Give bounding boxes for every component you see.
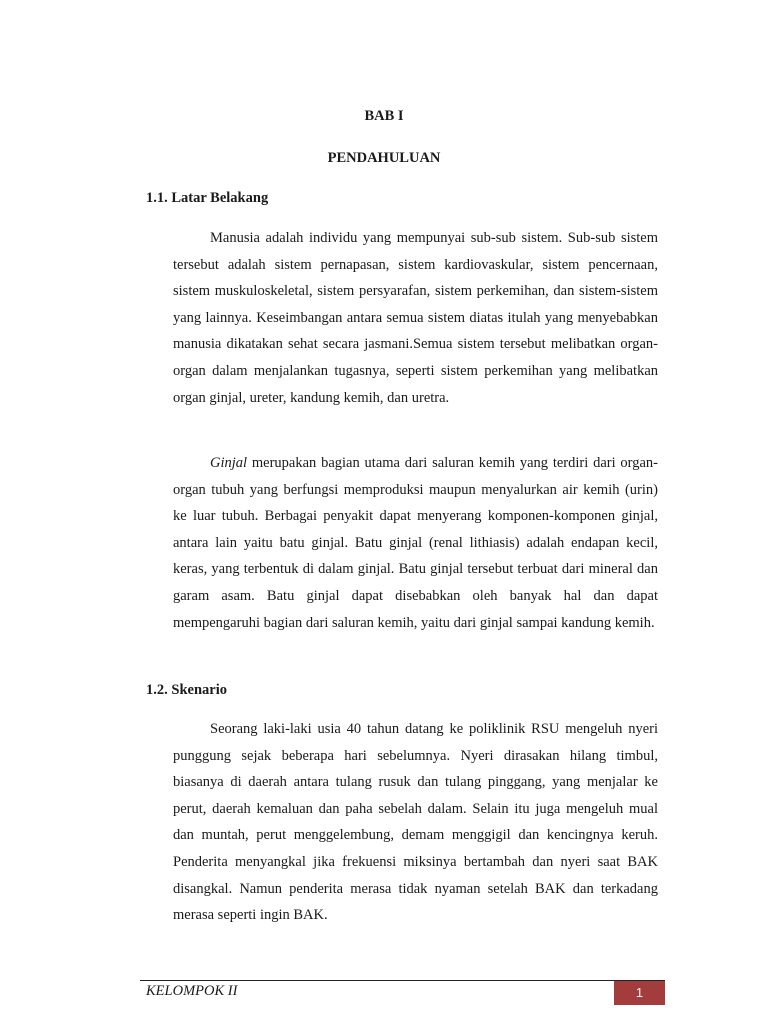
footer-divider: [140, 980, 665, 981]
paragraph-lead-ginjal-italic: Ginjal: [210, 455, 248, 471]
paragraph-text: Seorang laki-laki usia 40 tahun datang ke poliklinik RSU mengeluh nyeri punggung sejak beberapa hari sebelumnya. Nyeri dirasakan hilang timbul, biasanya di daerah antara tulang rusuk dan tulang pinggang, yang menjalar ke perut, daerah kemaluan dan paha sebelah dalam. Selain itu juga mengeluh mual dan muntah, perut menggelembung, demam menggigil dan kencingnya keruh. Penderita menyangkal jika frekuensi miksinya bertambah dan nyeri saat BAK disangkal. Namun penderita merasa tidak nyaman setelah BAK dan terkadang merasa seperti ingin BAK.: [173, 721, 658, 924]
chapter-title: PENDAHULUAN: [327, 150, 441, 166]
paragraph-ginjal: [173, 450, 658, 636]
chapter-number: BAB I: [364, 108, 404, 124]
footer-group-name: KELOMPOK II: [146, 983, 238, 999]
section-heading-skenario: 1.2. Skenario: [146, 682, 227, 698]
paragraph-text: merupakan bagian utama dari saluran kemih yang terdiri dari organ-organ tubuh yang berfungsi memproduksi maupun menyalurkan air kemih (urin) ke luar tubuh. Berbagai penyakit dapat menyerang komponen-komponen ginjal, antara lain yaitu batu ginjal. Batu ginjal (renal lithiasis) adalah endapan kecil, keras, yang terbentuk di dalam ginjal. Batu ginjal tersebut terbuat dari mineral dan garam asam. Batu ginjal dapat disebabkan oleh banyak hal dan dapat mempengaruhi bagian dari saluran kemih, yaitu dari ginjal sampai kandung kemih.: [173, 455, 658, 631]
section-heading-latar-belakang: 1.1. Latar Belakang: [146, 190, 269, 206]
paragraph-text: Manusia adalah individu yang mempunyai sub-sub sistem. Sub-sub sistem tersebut adalah sistem pernapasan, sistem kardiovaskular, sistem pencernaan, sistem muskuloskeletal, sistem persyarafan, sistem perkemihan, dan sistem-sistem yang lainnya. Keseimbangan antara semua sistem diatas itulah yang menyebabkan manusia dikatakan sehat secara jasmani.Semua sistem tersebut melibatkan organ-organ dalam menjalankan tugasnya, seperti sistem perkemihan yang melibatkan organ ginjal, ureter, kandung kemih, dan uretra.: [173, 230, 658, 406]
page-number-badge: 1: [614, 981, 665, 1005]
paragraph-skenario: [173, 716, 658, 929]
paragraph-manusia: [173, 225, 658, 411]
